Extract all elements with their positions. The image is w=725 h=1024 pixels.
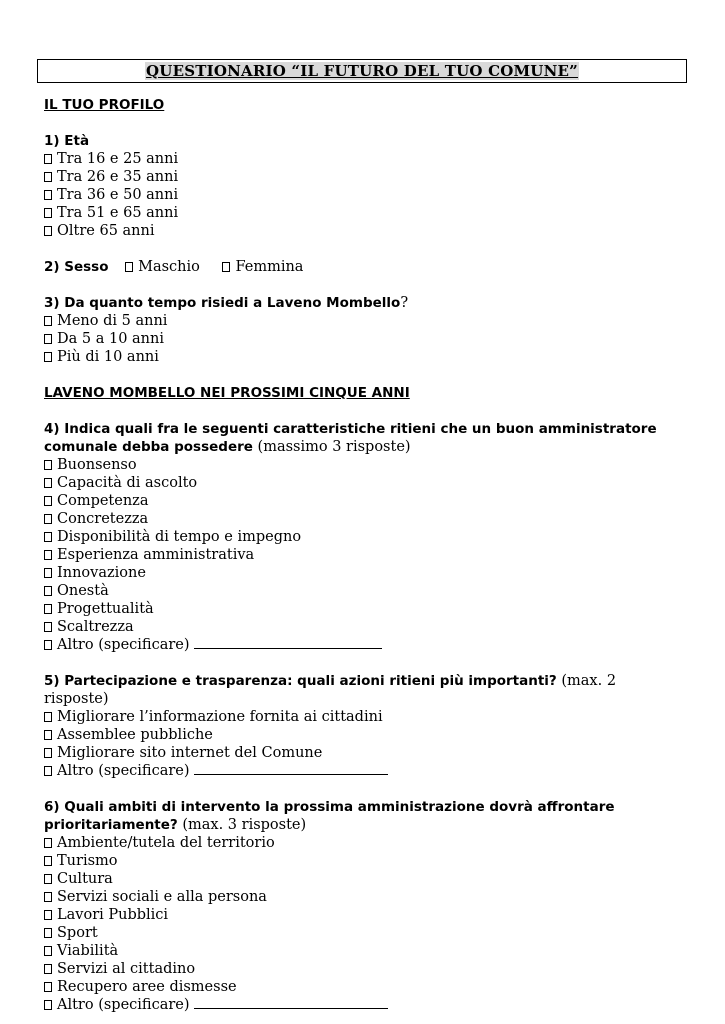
question-priorities-label-line1: 6) Quali ambiti di intervento la prossima amministrazione dovrà affrontare bbox=[44, 799, 615, 815]
checkbox-icon[interactable] bbox=[44, 766, 52, 776]
option-other-administrator[interactable] bbox=[44, 636, 684, 654]
question-age-label: 1) Età bbox=[44, 133, 90, 149]
option-label: Servizi sociali e alla persona bbox=[57, 889, 267, 905]
administrator-option[interactable] bbox=[44, 456, 684, 474]
document-title: QUESTIONARIO “IL FUTURO DEL TUO COMUNE” bbox=[146, 62, 578, 80]
administrator-option[interactable] bbox=[44, 546, 684, 564]
priorities-option[interactable] bbox=[44, 870, 684, 888]
option-label: Competenza bbox=[57, 493, 149, 509]
option-label: Più di 10 anni bbox=[57, 349, 159, 365]
question-administrator-note: (massimo 3 risposte) bbox=[252, 439, 411, 455]
question-participation-options bbox=[44, 708, 684, 762]
option-label: Recupero aree dismesse bbox=[57, 979, 237, 995]
option-label: Scaltrezza bbox=[57, 619, 134, 635]
section-heading-future: LAVENO MOMBELLO NEI PROSSIMI CINQUE ANNI bbox=[44, 385, 410, 401]
question-administrator-label-line2: comunale debba possedere bbox=[44, 439, 253, 455]
question-residence-label: 3) Da quanto tempo risiedi a Laveno Mombello bbox=[44, 295, 401, 311]
question-sex-label: 2) Sesso bbox=[44, 259, 109, 275]
checkbox-icon[interactable] bbox=[44, 874, 52, 884]
age-option[interactable] bbox=[44, 204, 684, 222]
option-label: Sport bbox=[57, 925, 98, 941]
question-residence bbox=[44, 294, 684, 312]
checkbox-icon[interactable] bbox=[44, 478, 52, 488]
option-label: Tra 16 e 25 anni bbox=[57, 151, 179, 167]
administrator-option[interactable] bbox=[44, 510, 684, 528]
checkbox-icon[interactable] bbox=[125, 262, 133, 272]
checkbox-icon[interactable] bbox=[44, 748, 52, 758]
priorities-option[interactable] bbox=[44, 906, 684, 924]
checkbox-icon[interactable] bbox=[44, 208, 52, 218]
checkbox-icon[interactable] bbox=[44, 604, 52, 614]
specify-blank-line[interactable] bbox=[194, 762, 388, 775]
priorities-option[interactable] bbox=[44, 834, 684, 852]
priorities-option[interactable] bbox=[44, 924, 684, 942]
question-participation-label: 5) Partecipazione e trasparenza: quali azioni ritieni più importanti? bbox=[44, 673, 557, 689]
checkbox-icon[interactable] bbox=[44, 190, 52, 200]
question-participation-note-line2: risposte) bbox=[44, 691, 109, 707]
option-label: Altro (specificare) bbox=[57, 763, 190, 779]
age-option[interactable] bbox=[44, 186, 684, 204]
participation-option[interactable] bbox=[44, 726, 684, 744]
residence-option[interactable] bbox=[44, 330, 684, 348]
checkbox-icon[interactable] bbox=[44, 730, 52, 740]
option-label: Meno di 5 anni bbox=[57, 313, 168, 329]
age-option[interactable] bbox=[44, 168, 684, 186]
option-label: Lavori Pubblici bbox=[57, 907, 169, 923]
option-label: Migliorare sito internet del Comune bbox=[57, 745, 323, 761]
checkbox-icon[interactable] bbox=[44, 532, 52, 542]
priorities-option[interactable] bbox=[44, 888, 684, 906]
checkbox-icon[interactable] bbox=[44, 514, 52, 524]
checkbox-icon[interactable] bbox=[44, 154, 52, 164]
age-option[interactable] bbox=[44, 222, 684, 240]
priorities-option[interactable] bbox=[44, 942, 684, 960]
option-label: Maschio bbox=[138, 259, 200, 275]
option-label: Migliorare l’informazione fornita ai cittadini bbox=[57, 709, 383, 725]
option-maschio[interactable] bbox=[125, 259, 200, 275]
option-label: Capacità di ascolto bbox=[57, 475, 198, 491]
questionnaire-body bbox=[44, 96, 684, 1014]
option-label: Assemblee pubbliche bbox=[57, 727, 213, 743]
title-box bbox=[37, 59, 687, 83]
priorities-option[interactable] bbox=[44, 978, 684, 996]
option-label: Viabilità bbox=[57, 943, 119, 959]
question-priorities-note: (max. 3 risposte) bbox=[177, 817, 307, 833]
option-label: Innovazione bbox=[57, 565, 146, 581]
checkbox-icon[interactable] bbox=[44, 964, 52, 974]
specify-blank-line[interactable] bbox=[194, 996, 388, 1009]
administrator-option[interactable] bbox=[44, 582, 684, 600]
checkbox-icon[interactable] bbox=[44, 550, 52, 560]
checkbox-icon[interactable] bbox=[44, 928, 52, 938]
checkbox-icon[interactable] bbox=[44, 910, 52, 920]
option-label: Tra 26 e 35 anni bbox=[57, 169, 179, 185]
question-participation bbox=[44, 672, 684, 708]
checkbox-icon[interactable] bbox=[44, 892, 52, 902]
option-femmina[interactable] bbox=[222, 259, 303, 275]
administrator-option[interactable] bbox=[44, 492, 684, 510]
priorities-option[interactable] bbox=[44, 852, 684, 870]
option-other-participation[interactable] bbox=[44, 762, 684, 780]
administrator-option[interactable] bbox=[44, 474, 684, 492]
option-label: Femmina bbox=[235, 259, 304, 275]
residence-option[interactable] bbox=[44, 312, 684, 330]
checkbox-icon[interactable] bbox=[44, 622, 52, 632]
question-participation-note-line1: (max. 2 bbox=[556, 673, 617, 689]
administrator-option[interactable] bbox=[44, 600, 684, 618]
question-age-options bbox=[44, 150, 684, 240]
question-residence-suffix: ? bbox=[400, 295, 409, 311]
option-label: Buonsenso bbox=[57, 457, 137, 473]
question-sex bbox=[44, 258, 684, 276]
administrator-option[interactable] bbox=[44, 564, 684, 582]
question-residence-options bbox=[44, 312, 684, 366]
option-label: Da 5 a 10 anni bbox=[57, 331, 164, 347]
question-administrator-options bbox=[44, 456, 684, 636]
checkbox-icon[interactable] bbox=[44, 982, 52, 992]
option-label: Altro (specificare) bbox=[57, 997, 190, 1013]
option-label: Oltre 65 anni bbox=[57, 223, 155, 239]
checkbox-icon[interactable] bbox=[44, 172, 52, 182]
checkbox-icon[interactable] bbox=[44, 226, 52, 236]
option-label: Ambiente/tutela del territorio bbox=[57, 835, 275, 851]
question-administrator bbox=[44, 420, 684, 456]
option-label: Concretezza bbox=[57, 511, 149, 527]
question-administrator-label-line1: 4) Indica quali fra le seguenti caratteristiche ritieni che un buon amministratore bbox=[44, 421, 657, 437]
question-priorities-label-line2: prioritariamente? bbox=[44, 817, 178, 833]
option-label: Esperienza amministrativa bbox=[57, 547, 255, 563]
age-option[interactable] bbox=[44, 150, 684, 168]
residence-option[interactable] bbox=[44, 348, 684, 366]
checkbox-icon[interactable] bbox=[44, 334, 52, 344]
specify-blank-line[interactable] bbox=[194, 636, 382, 649]
option-label: Cultura bbox=[57, 871, 113, 887]
question-priorities-options bbox=[44, 834, 684, 996]
participation-option[interactable] bbox=[44, 744, 684, 762]
section-heading-profile: IL TUO PROFILO bbox=[44, 97, 165, 113]
checkbox-icon[interactable] bbox=[44, 640, 52, 650]
option-label: Servizi al cittadino bbox=[57, 961, 196, 977]
option-label: Progettualità bbox=[57, 601, 154, 617]
checkbox-icon[interactable] bbox=[44, 1000, 52, 1010]
checkbox-icon[interactable] bbox=[44, 838, 52, 848]
option-other-priorities[interactable] bbox=[44, 996, 684, 1014]
checkbox-icon[interactable] bbox=[44, 460, 52, 470]
option-label: Tra 51 e 65 anni bbox=[57, 205, 179, 221]
checkbox-icon[interactable] bbox=[44, 856, 52, 866]
question-age bbox=[44, 132, 684, 150]
priorities-option[interactable] bbox=[44, 960, 684, 978]
option-label: Turismo bbox=[57, 853, 118, 869]
checkbox-icon[interactable] bbox=[44, 352, 52, 362]
option-label: Onestà bbox=[57, 583, 109, 599]
checkbox-icon[interactable] bbox=[44, 712, 52, 722]
administrator-option[interactable] bbox=[44, 528, 684, 546]
option-label: Altro (specificare) bbox=[57, 637, 190, 653]
administrator-option[interactable] bbox=[44, 618, 684, 636]
checkbox-icon[interactable] bbox=[222, 262, 230, 272]
option-label: Tra 36 e 50 anni bbox=[57, 187, 179, 203]
checkbox-icon[interactable] bbox=[44, 946, 52, 956]
checkbox-icon[interactable] bbox=[44, 586, 52, 596]
checkbox-icon[interactable] bbox=[44, 568, 52, 578]
checkbox-icon[interactable] bbox=[44, 496, 52, 506]
option-label: Disponibilità di tempo e impegno bbox=[57, 529, 302, 545]
participation-option[interactable] bbox=[44, 708, 684, 726]
question-priorities bbox=[44, 798, 684, 834]
checkbox-icon[interactable] bbox=[44, 316, 52, 326]
